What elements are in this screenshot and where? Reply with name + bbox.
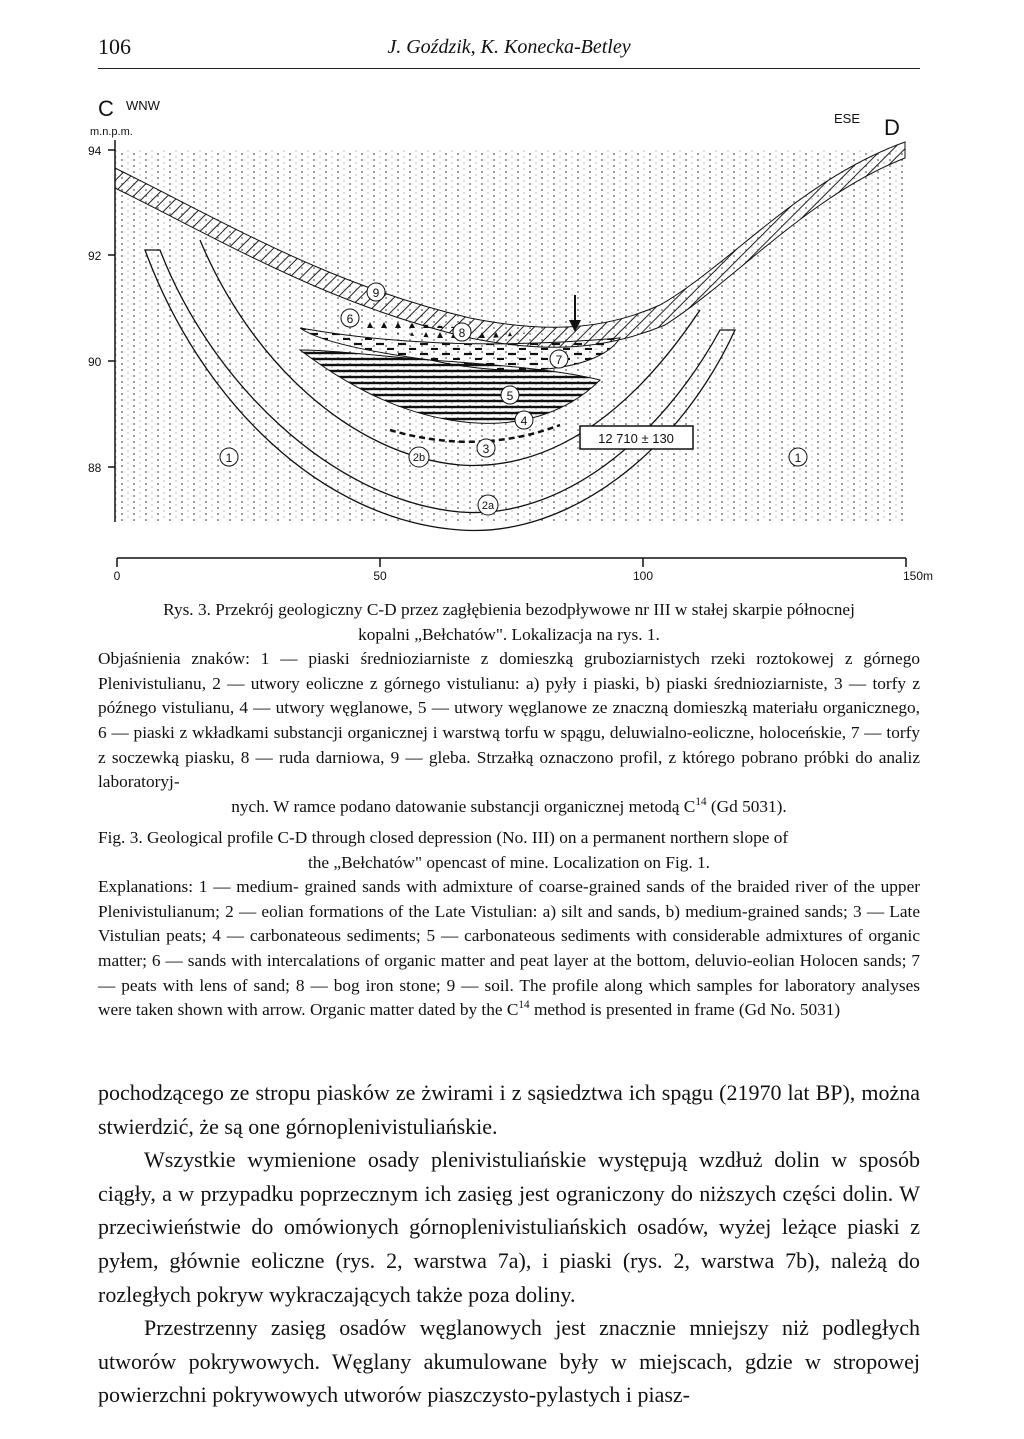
- svg-text:1: 1: [794, 451, 802, 465]
- svg-text:1: 1: [225, 451, 233, 465]
- scale-label: 0: [113, 569, 121, 583]
- layer-label-8: [453, 323, 471, 341]
- svg-text:7: 7: [555, 353, 563, 367]
- layer-label-1-left: [220, 448, 238, 466]
- body-text: [98, 1076, 920, 1412]
- y-tick-label: 94: [88, 144, 102, 158]
- svg-text:2a: 2a: [481, 500, 495, 512]
- y-tick-label: 88: [88, 461, 102, 475]
- y-tick-label: 90: [88, 355, 102, 369]
- caption-title-line: the „Bełchatów" opencast of mine. Localization on Fig. 1.: [307, 852, 710, 872]
- caption-explanation: Objaśnienia znaków: 1 — piaski średnioziarniste z domieszką gruboziarnistych rzeki roztokowej z górnego Plenivistulianu, 2 — utwory eoliczne z górnego vistulianu: a) pyły i piaski, b) piaski średnioziarniste, 3 — torfy z późnego vistulianu, 4 — utwory węglanowe, 5 — utwory węglanowe ze znaczną domieszką materiału organicznego, 6 — piaski z wkładkami substancji organicznej i warstwą torfu w spągu, deluwialno-eoliczne, holoceńskie, 7 — torfy z soczewką piasku, 8 — ruda darniowa, 9 — gleba. Strzałką oznaczono profil, z którego pobrano próbki do analiz laboratoryj-: [98, 649, 920, 792]
- svg-text:2b: 2b: [412, 452, 426, 464]
- scale-label: 150m: [902, 569, 934, 583]
- layer-label-4: [515, 411, 533, 429]
- scale-label: 50: [373, 569, 387, 583]
- svg-text:3: 3: [482, 442, 490, 456]
- body-paragraph: pochodzącego ze stropu piasków ze żwirami i z sąsiedztwa ich spągu (21970 lat BP), można stwierdzić, że są one górnoplenivistuliańskie.: [98, 1080, 920, 1139]
- running-head: J. Goździk, K. Konecka-Betley: [387, 36, 631, 58]
- date-label: 12 710 ± 130: [598, 431, 674, 446]
- page-number: 106: [98, 34, 131, 59]
- y-tick-label: 92: [88, 249, 102, 263]
- scale-bar: [117, 558, 906, 567]
- svg-text:6: 6: [346, 312, 354, 326]
- page-header: [98, 34, 920, 69]
- body-paragraph: Przestrzenny zasięg osadów węglanowych jest znacznie mniejszy niż podległych utworów pokrywowych. Węglany akumulowane były w miejscach, gdzie w stropowej powierzchni pokrywowych utworów piaszczysto-pylastych i piasz-: [98, 1315, 920, 1408]
- svg-text:8: 8: [458, 326, 466, 340]
- svg-text:5: 5: [506, 389, 514, 403]
- svg-text:4: 4: [520, 414, 528, 428]
- layer-label-9: [367, 283, 385, 301]
- caption-explanation: Explanations: 1 — medium- grained sands with admixture of coarse-grained sands of the braided river of the upper Plenivistulianum; 2 — eolian formations of the Late Vistulian: a) silt and sands, b) medium-grained sands; 3 — Late Vistulian peats; 4 — carbonateous sediments; 5 — carbonateous sediments with considerable admixtures of organic matter; 6 — sands with intercalations of organic matter and peat layer at the bottom, deluvio-eolian Holocen sands; 7 — peats with lens of sand; 8 — bog iron stone; 9 — soil. The profile along which samples for laboratory analyses were taken shown with arrow. Organic matter dated by the $C^{14}$ method is presented in frame (Gd No. 5031): [98, 877, 920, 1020]
- section-label-left: C: [98, 96, 114, 121]
- layer-label-5: [501, 386, 519, 404]
- svg-text:9: 9: [372, 286, 380, 300]
- caption-title-line: Rys. 3. Przekrój geologiczny C-D przez zagłębienia bezodpływowe nr III w stałej skarpie północnej: [163, 600, 855, 619]
- scale-label: 100: [632, 569, 654, 583]
- body-paragraph: Wszystkie wymienione osady plenivistuliańskie występują wzdłuż dolin w sposób ciągły, a w przypadku poprzecznym ich zasięg jest ograniczony do niższych części dolin. W przeciwieństwie do omówionych górnoplenivistuliańskich osadów, wyżej leżące piaski z pyłem, głównie eoliczne (rys. 2, warstwa 7a), i piaski (rys. 2, warstwa 7b), należą do rozległych pokryw wykraczających także poza doliny.: [98, 1147, 920, 1307]
- caption-english: [98, 826, 920, 1023]
- caption-polish: [98, 598, 920, 819]
- caption-title-line: Fig. 3. Geological profile C-D through closed depression (No. III) on a permanent northern slope of: [98, 828, 789, 847]
- layer-label-6: [341, 309, 359, 327]
- section-label-right: D: [884, 115, 900, 140]
- geological-profile-figure: [0, 80, 1024, 600]
- layer-label-7: [550, 350, 568, 368]
- caption-explanation-end: nych. W ramce podano datowanie substancji organicznej metodą $C^{14}$ (Gd 5031).: [231, 795, 787, 816]
- direction-right: ESE: [834, 111, 861, 126]
- direction-left: WNW: [126, 98, 160, 113]
- layer-label-2a: [478, 495, 498, 515]
- layer-label-1-right: [789, 448, 807, 466]
- layer-label-2b: [409, 447, 429, 467]
- elevation-unit: m.n.p.m.: [90, 126, 133, 138]
- layer-label-3: [477, 439, 495, 457]
- caption-title-line: kopalni „Bełchatów". Lokalizacja na rys. 1.: [358, 624, 660, 644]
